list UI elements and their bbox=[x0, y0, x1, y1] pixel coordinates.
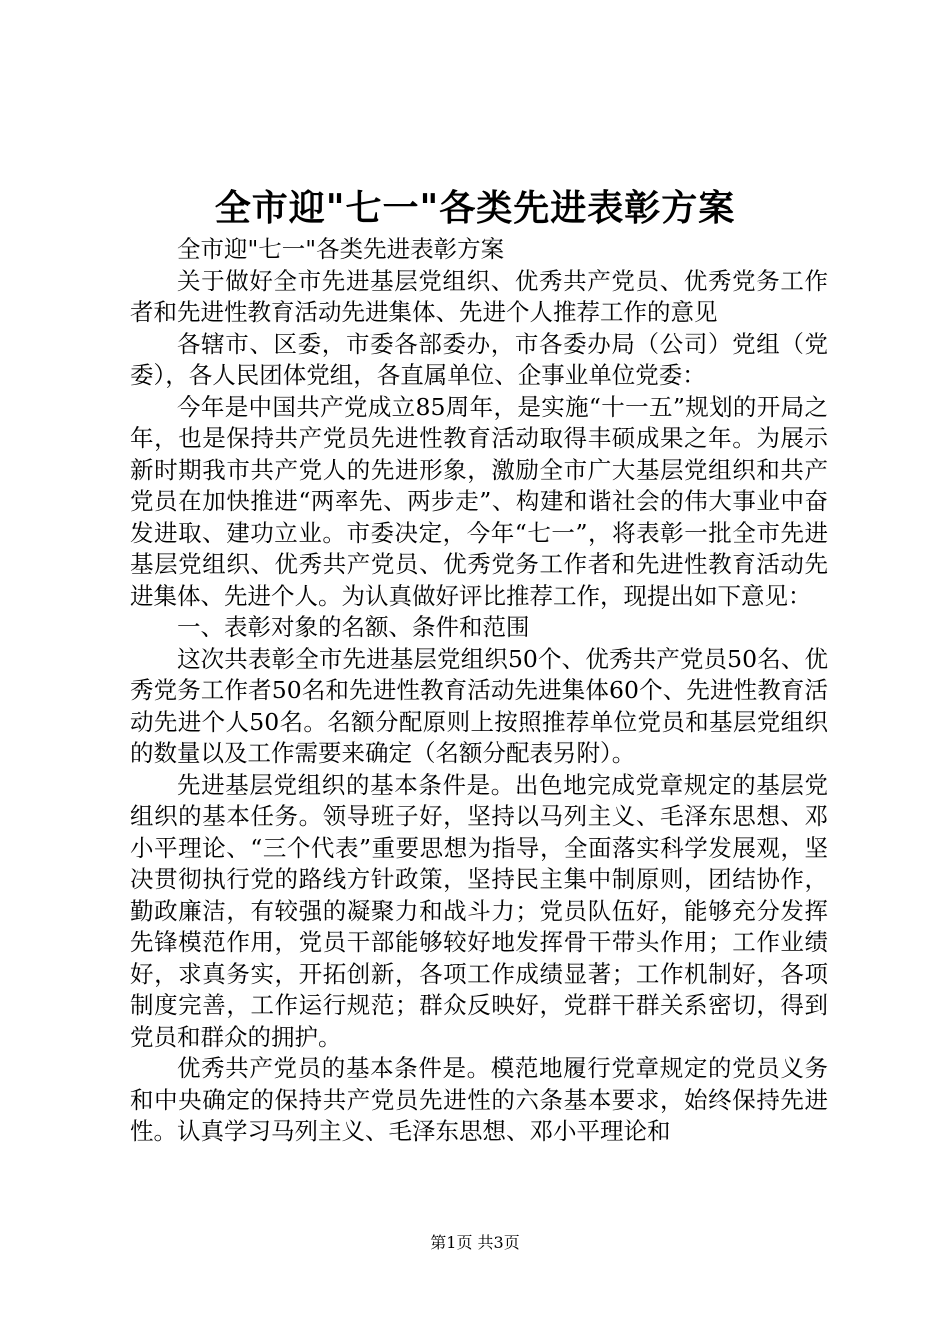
paragraph-heading: 关于做好全市先进基层党组织、优秀共产党员、优秀党务工作者和先进性教育活动先进集体、先进个人推荐工作的意见 bbox=[130, 266, 828, 326]
paragraph-intro: 今年是中国共产党成立85周年，是实施“十一五”规划的开局之年，也是保持共产党员先进性教育活动取得丰硕成果之年。为展示新时期我市共产党人的先进形象，激励全市广大基层党组织和共产党员在加快推进“两率先、两步走”、构建和谐社会的伟大事业中奋发进取、建功立业。市委决定，今年“七一”，将表彰一批全市先进基层党组织、优秀共产党员、优秀党务工作者和先进性教育活动先进集体、先进个人。为认真做好评比推荐工作，现提出如下意见： bbox=[130, 392, 828, 610]
paragraph-quota: 这次共表彰全市先进基层党组织50个、优秀共产党员50名、优秀党务工作者50名和先进性教育活动先进集体60个、先进性教育活动先进个人50名。名额分配原则上按照推荐单位党员和基层党组织的数量以及工作需要来确定（名额分配表另附）。 bbox=[130, 644, 828, 767]
paragraph-addressees: 各辖市、区委，市委各部委办，市各委办局（公司）党组（党委），各人民团体党组，各直属单位、企事业单位党委： bbox=[130, 329, 828, 389]
document-body bbox=[130, 234, 828, 1148]
paragraph-org-criteria: 先进基层党组织的基本条件是。出色地完成党章规定的基层党组织的基本任务。领导班子好，坚持以马列主义、毛泽东思想、邓小平理论、“三个代表”重要思想为指导，全面落实科学发展观，坚决贯彻执行党的路线方针政策，坚持民主集中制原则，团结协作，勤政廉洁，有较强的凝聚力和战斗力；党员队伍好，能够充分发挥先锋模范作用，党员干部能够较好地发挥骨干带头作用；工作业绩好，求真务实，开拓创新，各项工作成绩显著；工作机制好，各项制度完善，工作运行规范；群众反映好，党群干群关系密切，得到党员和群众的拥护。 bbox=[130, 770, 828, 1051]
document-title: 全市迎"七一"各类先进表彰方案 bbox=[214, 187, 736, 229]
paragraph-subtitle: 全市迎"七一"各类先进表彰方案 bbox=[177, 235, 505, 263]
section-heading-1: 一、表彰对象的名额、条件和范围 bbox=[177, 613, 530, 641]
paragraph-member-criteria: 优秀共产党员的基本条件是。模范地履行党章规定的党员义务和中央确定的保持共产党员先进性的六条基本要求，始终保持先进性。认真学习马列主义、毛泽东思想、邓小平理论和 bbox=[130, 1054, 828, 1145]
page-footer: 第1页 共3页 bbox=[430, 1233, 520, 1252]
